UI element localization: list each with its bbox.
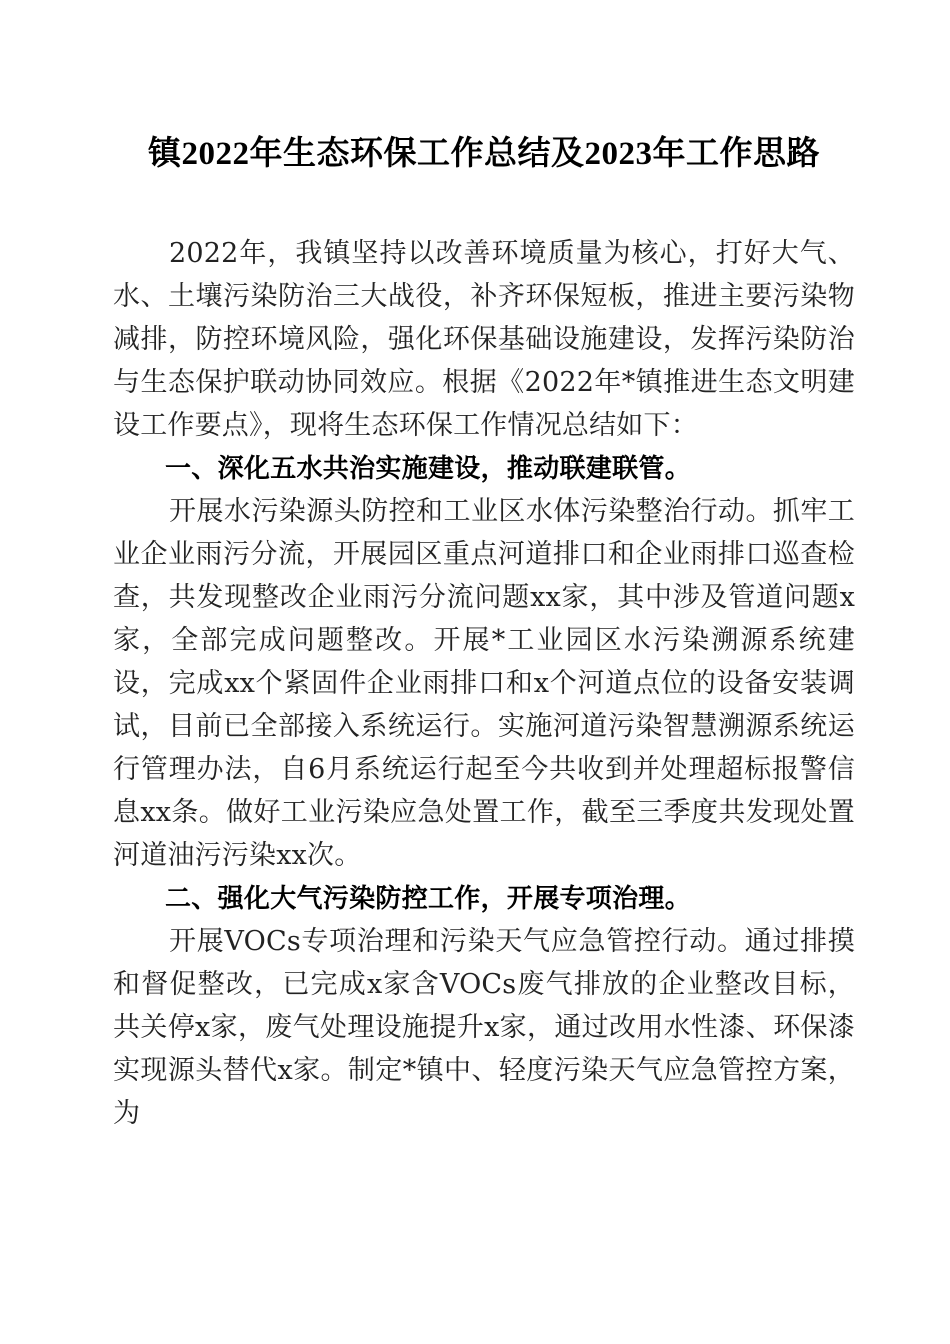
paragraph-air-pollution: 开展VOCs专项治理和污染天气应急管控行动。通过排摸和督促整改，已完成x家含VOCs废气排放的企业整改目标，共关停x家，废气处理设施提升x家，通过改用水性漆、环保漆实现源头替代x家。制定*镇中、轻度污染天气应急管控方案，为 bbox=[113, 926, 855, 1129]
section-heading-one: 一、深化五水共治实施建设，推动联建联管。 bbox=[165, 453, 692, 483]
paragraph-intro: 2022年，我镇坚持以改善环境质量为核心，打好大气、水、土壤污染防治三大战役，补齐环保短板，推进主要污染物减排，防控环境风险，强化环保基础设施建设，发挥污染防治与生态保护联动协同效应。根据《2022年*镇推进生态文明建设工作要点》，现将生态环保工作情况总结如下： bbox=[113, 238, 855, 441]
section-heading-two: 二、强化大气污染防控工作，开展专项治理。 bbox=[165, 883, 692, 913]
page-title: 镇2022年生态环保工作总结及2023年工作思路 bbox=[148, 136, 820, 172]
document-content bbox=[113, 0, 855, 1135]
paragraph-water-pollution: 开展水污染源头防控和工业区水体污染整治行动。抓牢工业企业雨污分流，开展园区重点河道排口和企业雨排口巡查检查，共发现整改企业雨污分流问题xx家，其中涉及管道问题x家，全部完成问题整改。开展*工业园区水污染溯源系统建设，完成xx个紧固件企业雨排口和x个河道点位的设备安装调试，目前已全部接入系统运行。实施河道污染智慧溯源系统运行管理办法，自6月系统运行起至今共收到并处理超标报警信息xx条。做好工业污染应急处置工作，截至三季度共发现处置河道油污污染xx次。 bbox=[113, 496, 855, 871]
